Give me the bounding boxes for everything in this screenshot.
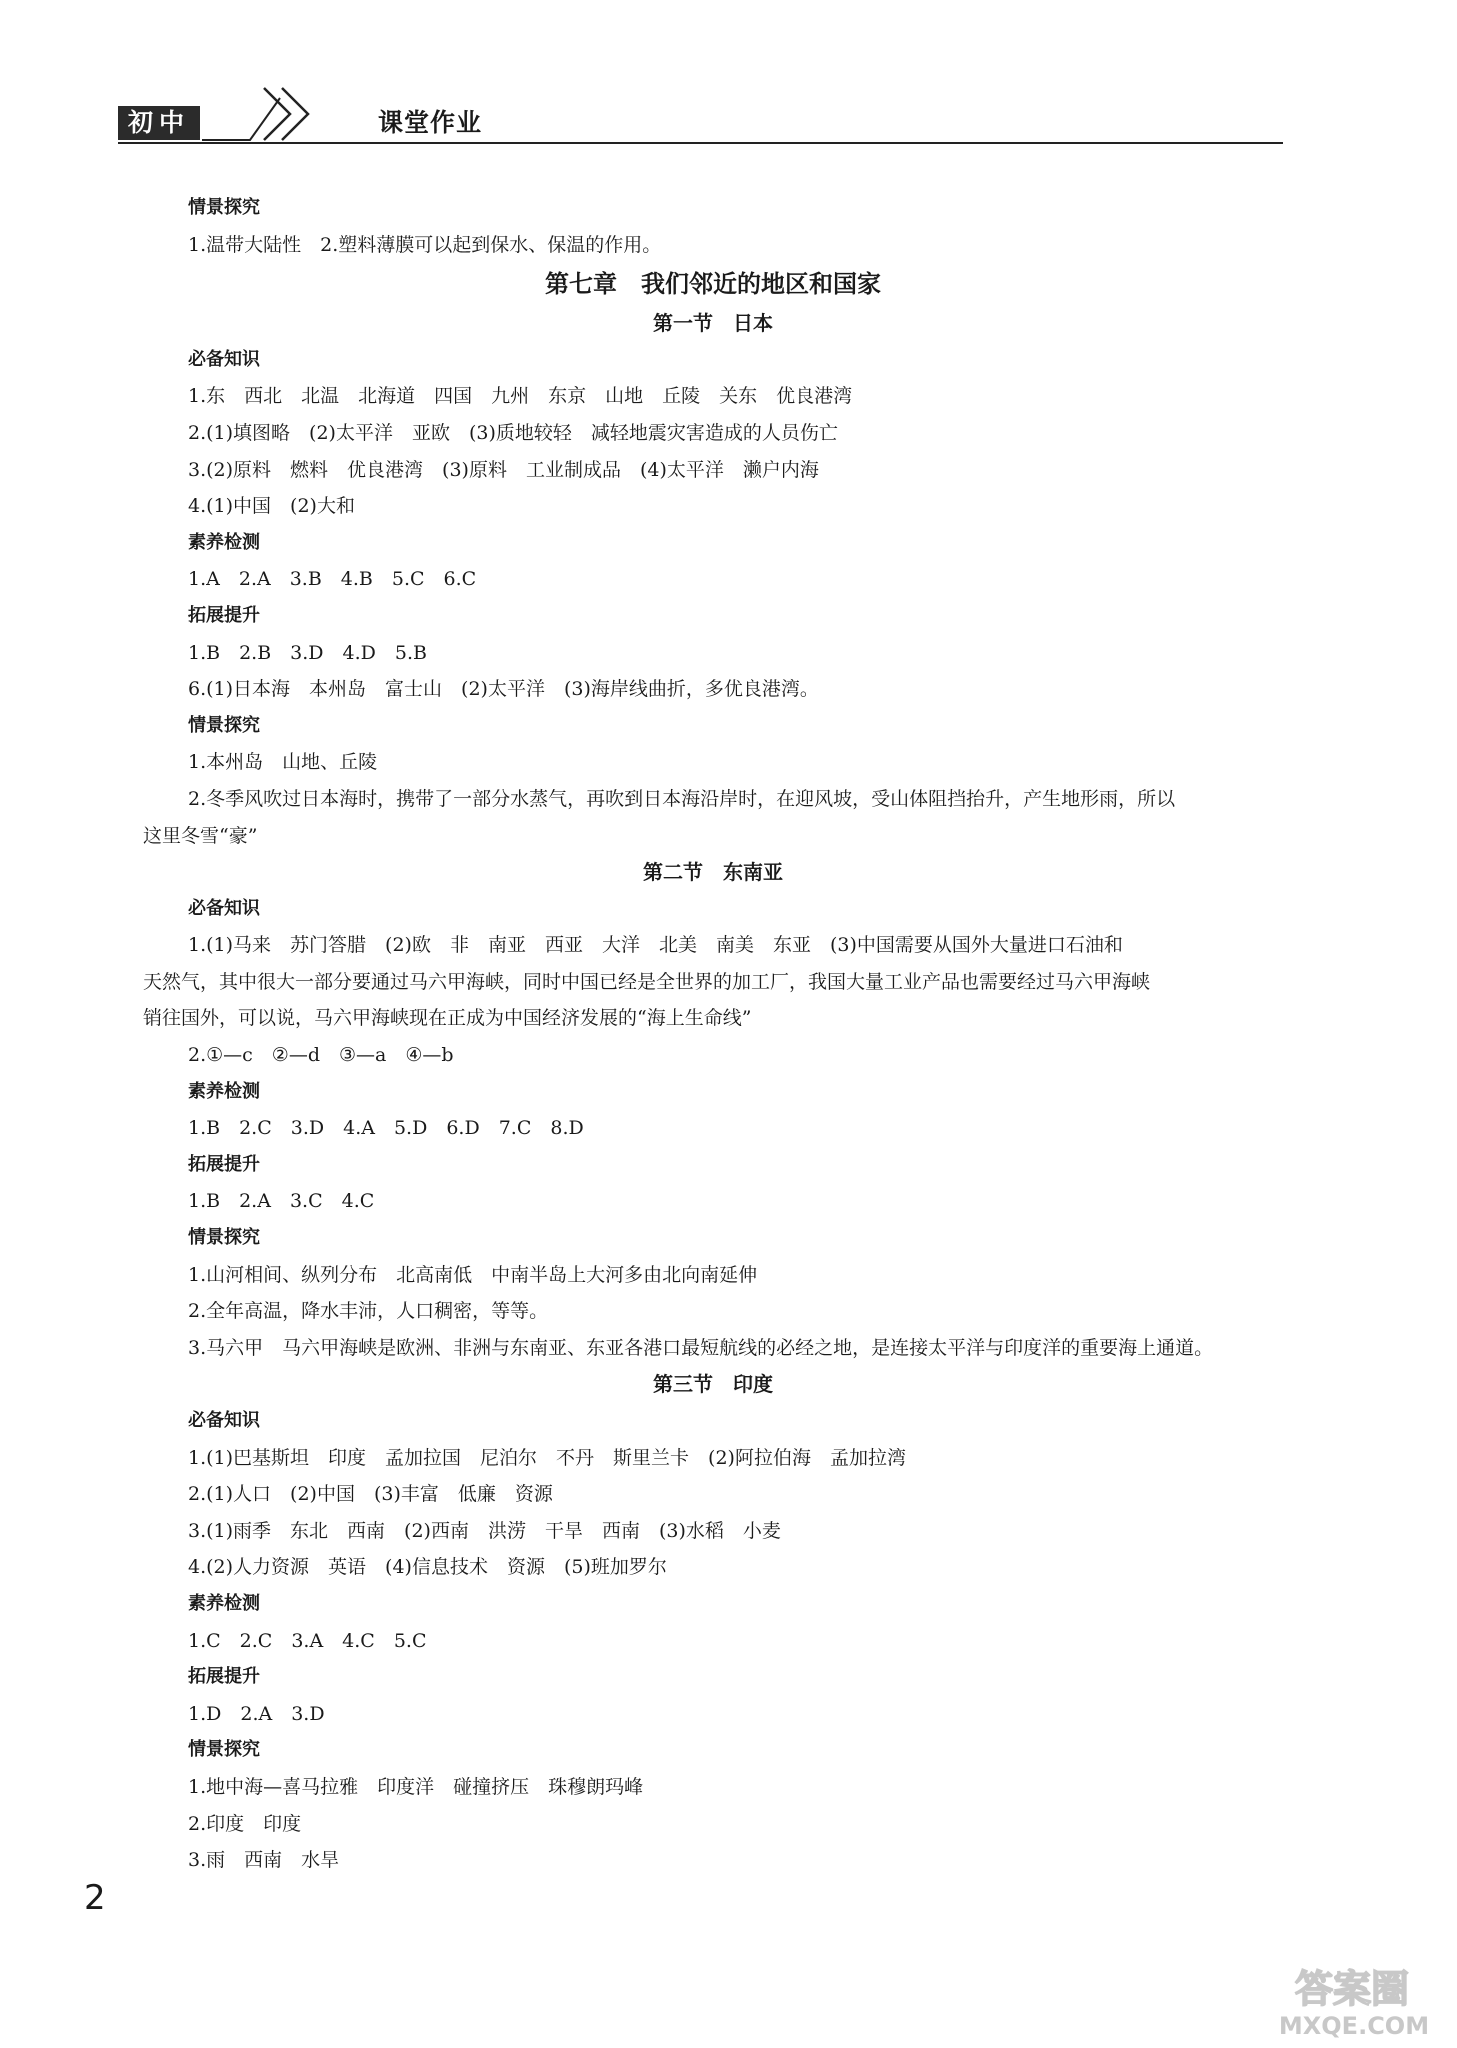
section-label: 必备知识 bbox=[188, 1410, 260, 1431]
watermark bbox=[1262, 1960, 1442, 2040]
section-label: 素养检测 bbox=[188, 1080, 260, 1102]
answer-line: 1.本州岛 山地、丘陵 bbox=[188, 751, 378, 774]
answer-line: 1.C 2.C 3.A 4.C 5.C bbox=[188, 1629, 427, 1652]
section-label: 拓展提升 bbox=[188, 1666, 260, 1688]
section-label: 情景探究 bbox=[188, 197, 260, 218]
answer-line-continuation: 天然气，其中很大一部分要通过马六甲海峡，同时中国已经是全世界的加工厂，我国大量工业产品也需要经过马六甲海峡 bbox=[143, 970, 1151, 993]
answer-line: 1.B 2.B 3.D 4.D 5.B bbox=[188, 641, 427, 664]
section-title: 第三节 印度 bbox=[653, 1372, 773, 1397]
double-chevron-icon bbox=[202, 84, 362, 142]
answer-content bbox=[143, 190, 1283, 1879]
answer-line: 1.山河相间、纵列分布 北高南低 中南半岛上大河多由北向南延伸 bbox=[188, 1263, 758, 1286]
answer-line: 3.(1)雨季 东北 西南 (2)西南 洪涝 干旱 西南 (3)水稻 小麦 bbox=[188, 1519, 781, 1542]
series-title: 课堂作业 bbox=[378, 108, 483, 137]
section-title: 第一节 日本 bbox=[653, 311, 773, 336]
answer-line: 4.(1)中国 (2)大和 bbox=[188, 495, 355, 518]
answer-line: 4.(2)人力资源 英语 (4)信息技术 资源 (5)班加罗尔 bbox=[188, 1556, 667, 1579]
section-label: 必备知识 bbox=[188, 897, 260, 919]
section-label: 情景探究 bbox=[188, 1739, 260, 1761]
watermark-logo-text: 答案圈 bbox=[1294, 1967, 1410, 2011]
answer-line: 3.(2)原料 燃料 优良港湾 (3)原料 工业制成品 (4)太平洋 濑户内海 bbox=[188, 458, 819, 481]
answer-line: 6.(1)日本海 本州岛 富士山 (2)太平洋 (3)海岸线曲折，多优良港湾。 bbox=[188, 678, 819, 701]
section-title: 第二节 东南亚 bbox=[643, 860, 783, 885]
section-label: 拓展提升 bbox=[188, 604, 260, 626]
answer-line: 2.(1)人口 (2)中国 (3)丰富 低廉 资源 bbox=[188, 1483, 553, 1506]
answer-line: 1.东 西北 北温 北海道 四国 九州 东京 山地 丘陵 关东 优良港湾 bbox=[188, 385, 853, 408]
answer-line: 1.B 2.C 3.D 4.A 5.D 6.D 7.C 8.D bbox=[188, 1117, 584, 1140]
answer-line: 3.雨 西南 水旱 bbox=[188, 1849, 340, 1872]
answer-line: 1.D 2.A 3.D bbox=[188, 1702, 325, 1725]
section-label: 素养检测 bbox=[188, 1592, 260, 1614]
answer-line: 1.(1)巴基斯坦 印度 孟加拉国 尼泊尔 不丹 斯里兰卡 (2)阿拉伯海 孟加拉湾 bbox=[188, 1446, 906, 1469]
chapter-title: 第七章 我们邻近的地区和国家 bbox=[545, 270, 881, 299]
watermark-url-text: MXQE.COM bbox=[1278, 2012, 1430, 2040]
section-label: 情景探究 bbox=[188, 1227, 260, 1249]
header-rule bbox=[118, 142, 1283, 144]
answer-line-continuation: 销往国外，可以说，马六甲海峡现在正成为中国经济发展的“海上生命线” bbox=[143, 1007, 752, 1030]
answer-line: 1.(1)马来 苏门答腊 (2)欧 非 南亚 西亚 大洋 北美 南美 东亚 (3)中国需要从国外大量进口石油和 bbox=[188, 934, 1123, 957]
answer-line: 2.(1)填图略 (2)太平洋 亚欧 (3)质地较轻 减轻地震灾害造成的人员伤亡 bbox=[188, 421, 838, 444]
section-label: 拓展提升 bbox=[188, 1153, 260, 1175]
answer-line: 3.马六甲 马六甲海峡是欧洲、非洲与东南亚、东亚各港口最短航线的必经之地，是连接太平洋与印度洋的重要海上通道。 bbox=[188, 1336, 1214, 1359]
section-label: 情景探究 bbox=[188, 714, 260, 736]
answer-line: 1.B 2.A 3.C 4.C bbox=[188, 1190, 375, 1213]
answer-line-continuation: 这里冬雪“豪” bbox=[143, 824, 258, 847]
answer-line: 1.A 2.A 3.B 4.B 5.C 6.C bbox=[188, 568, 477, 591]
level-badge: 初中 bbox=[118, 106, 200, 140]
answer-line: 1.地中海—喜马拉雅 印度洋 碰撞挤压 珠穆朗玛峰 bbox=[188, 1775, 644, 1798]
answer-line: 2.印度 印度 bbox=[188, 1812, 302, 1835]
answer-line: 2.全年高温，降水丰沛，人口稠密，等等。 bbox=[188, 1300, 549, 1323]
answer-line: 2.①—c ②—d ③—a ④—b bbox=[188, 1044, 454, 1067]
page-header bbox=[118, 84, 1283, 144]
section-label: 必备知识 bbox=[188, 348, 260, 370]
answer-line: 2.冬季风吹过日本海时，携带了一部分水蒸气，再吹到日本海沿岸时，在迎风坡，受山体阻挡抬升，产生地形雨，所以 bbox=[188, 787, 1176, 810]
answer-line: 1.温带大陆性 2.塑料薄膜可以起到保水、保温的作用。 bbox=[188, 233, 662, 256]
section-label: 素养检测 bbox=[188, 531, 260, 553]
page-number: 2 bbox=[84, 1878, 106, 1918]
